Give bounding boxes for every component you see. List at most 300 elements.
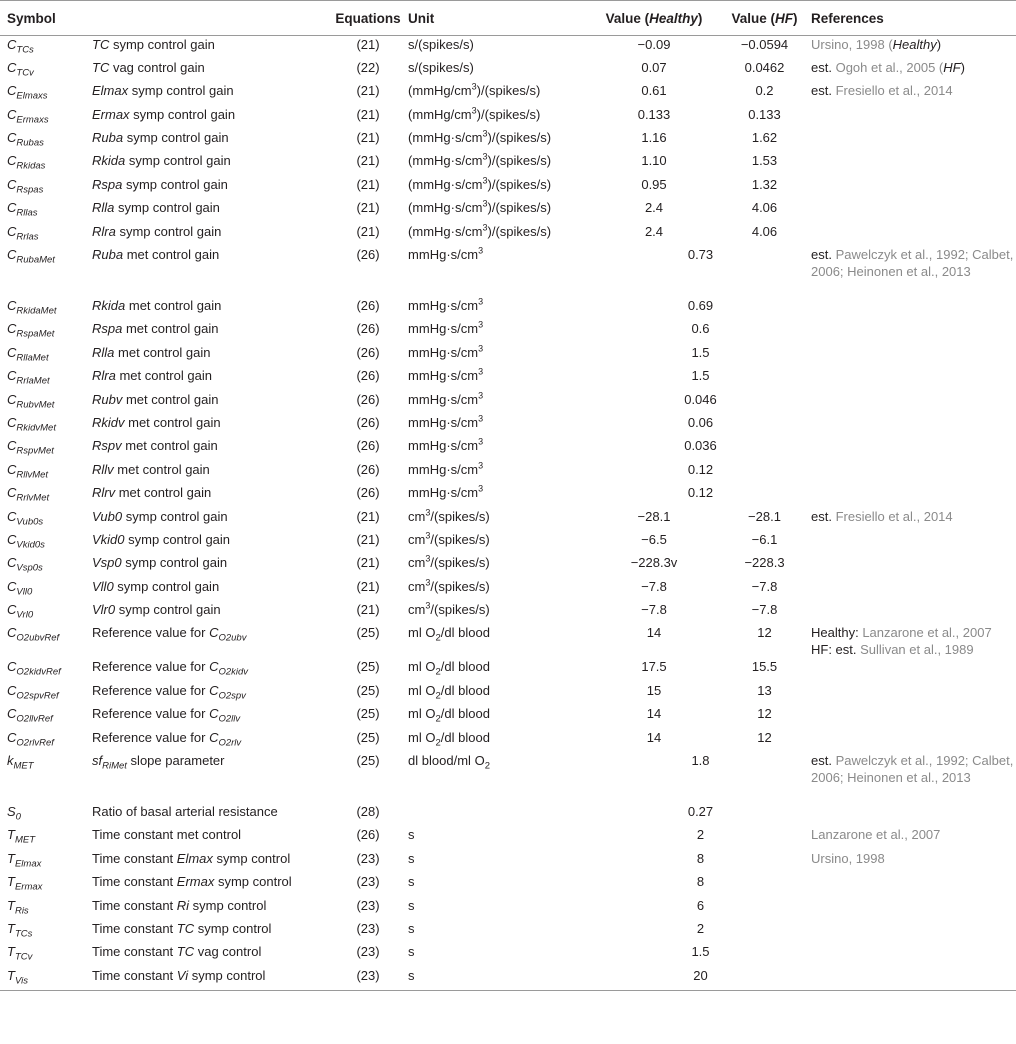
table-row bbox=[0, 106, 1016, 129]
description-cell: Ruba symp control gain bbox=[92, 130, 229, 146]
value-shared-cell: 1.8 bbox=[691, 753, 710, 769]
value-hf-cell: 12 bbox=[757, 729, 772, 745]
unit-cell bbox=[408, 850, 590, 873]
unit-text: ml $O_2/dl$ blood bbox=[408, 729, 490, 749]
reference-cell bbox=[811, 601, 1016, 624]
reference-cell bbox=[811, 967, 1016, 990]
description-cell: Ratio of basal arterial resistance bbox=[92, 804, 278, 820]
table-row bbox=[0, 705, 1016, 728]
unit-cell bbox=[408, 943, 590, 966]
symbol-cell: $C_{RkidvMet}$ bbox=[7, 414, 56, 434]
unit-cell bbox=[408, 578, 590, 601]
description-cell: Rlrv met control gain bbox=[92, 485, 212, 501]
table-row bbox=[0, 223, 1016, 246]
symbol-cell: $T_{Ermax}$ bbox=[7, 874, 43, 893]
table-row bbox=[0, 826, 1016, 849]
table-row bbox=[0, 391, 1016, 414]
unit-text: s bbox=[408, 921, 415, 936]
value-hf-cell: 12 bbox=[757, 625, 772, 641]
value-hf-cell: 0.0462 bbox=[744, 59, 785, 75]
unit-text: s/(spikes/s) bbox=[408, 59, 474, 75]
table-row bbox=[0, 943, 1016, 966]
value-hf-cell: 15.5 bbox=[751, 659, 778, 675]
reference-cell bbox=[811, 873, 1016, 896]
value-hf-cell: 4.06 bbox=[751, 200, 778, 216]
value-shared-cell: 6 bbox=[696, 897, 705, 913]
description-cell: Rlra met control gain bbox=[92, 368, 212, 384]
description-cell: Ermax symp control gain bbox=[92, 106, 236, 122]
symbol-cell: $C_{O2rlvRef}$ bbox=[7, 729, 54, 749]
value-healthy-cell: 17.5 bbox=[641, 659, 667, 675]
symbol-cell: $C_{Vll0}$ bbox=[7, 578, 33, 598]
unit-cell bbox=[408, 624, 590, 658]
unit-text: $mmHg\cdot s/cm^3$ bbox=[408, 483, 484, 501]
header-row bbox=[0, 1, 1016, 36]
table-row bbox=[0, 508, 1016, 531]
equation-cell: (23) bbox=[328, 967, 408, 990]
symbol-cell: $T_{Vis}$ bbox=[0, 967, 92, 990]
unit-cell bbox=[408, 508, 590, 531]
equation-cell: (21) bbox=[356, 130, 380, 146]
symbol-cell: $C_{O2llvRef}$ bbox=[7, 706, 53, 725]
value-healthy-cell: −28.1 bbox=[637, 508, 671, 524]
equation-cell: (25) bbox=[356, 625, 380, 641]
description-cell: Rspa met control gain bbox=[92, 321, 219, 337]
unit-text: $mmHg\cdot s/cm^3$ bbox=[408, 460, 484, 477]
value-hf-cell: −7.8 bbox=[751, 578, 778, 594]
symbol-cell: $T_{TCs}$ bbox=[7, 921, 33, 940]
table-row bbox=[0, 36, 1016, 59]
equation-cell: (26) bbox=[356, 321, 380, 337]
equation-cell: (26) bbox=[356, 247, 380, 263]
reference-cell: est. Pawelczyk et al., 1992; Calbet, 2006; Heinonen et al., 2013 bbox=[811, 753, 1014, 786]
unit-text: s bbox=[408, 874, 415, 890]
description-cell: Rkidv met control gain bbox=[92, 414, 221, 430]
unit-text: ml $O_2/dl$ blood bbox=[408, 706, 490, 725]
description-cell: Time constant TC vag control bbox=[92, 944, 262, 960]
value-hf-cell: −0.0594 bbox=[740, 37, 789, 52]
reference-cell: Healthy: Lanzarone et al., 2007 HF: est. Sullivan et al., 1989 bbox=[811, 625, 992, 658]
reference-cell bbox=[811, 920, 1016, 943]
equation-cell: (28) bbox=[356, 804, 380, 820]
unit-cell bbox=[408, 152, 590, 175]
description-cell: Reference value for $C_{O2kidv}$ bbox=[92, 659, 249, 679]
symbol-cell: $C_{O2kidvRef}$ bbox=[7, 659, 61, 679]
reference-cell bbox=[811, 531, 1016, 554]
symbol-cell: $C_{RllaMet}$ bbox=[7, 344, 49, 364]
symbol-cell: $C_{Elmaxs}$ bbox=[7, 83, 48, 102]
table-row bbox=[0, 752, 1016, 803]
value-shared-cell: 2 bbox=[696, 921, 705, 936]
reference-cell bbox=[811, 199, 1016, 222]
symbol-cell: $C_{O2ubvRef}$ bbox=[7, 625, 60, 645]
description-cell: Rlra symp control gain bbox=[92, 223, 222, 239]
value-shared-cell: 1.5 bbox=[691, 944, 710, 960]
table-row bbox=[0, 414, 1016, 437]
unit-cell bbox=[408, 967, 590, 990]
description-cell: Time constant Ri symp control bbox=[92, 897, 267, 913]
description-cell: Rkida symp control gain bbox=[92, 153, 231, 169]
description-cell: Rspv met control gain bbox=[92, 438, 218, 454]
reference-cell bbox=[811, 943, 1016, 966]
value-healthy-cell: 0.95 bbox=[641, 176, 667, 192]
reference-cell: Ursino, 1998 (Healthy) bbox=[811, 37, 942, 52]
value-hf-cell: 0.133 bbox=[748, 106, 781, 122]
unit-cell bbox=[408, 897, 590, 920]
equation-cell: (21) bbox=[356, 83, 380, 99]
unit-cell bbox=[408, 531, 590, 554]
symbol-cell: $C_{RkidaMet}$ bbox=[7, 298, 57, 317]
value-healthy-cell: −6.5 bbox=[641, 531, 667, 547]
unit-text: $mmHg\cdot s/cm^3$ bbox=[408, 390, 484, 407]
symbol-cell: $C_{Rubas}$ bbox=[7, 130, 44, 149]
value-hf-cell: −228.3 bbox=[744, 555, 785, 571]
description-cell: Time constant Ermax symp control bbox=[92, 874, 292, 890]
value-healthy-cell: 0.07 bbox=[641, 59, 667, 75]
equation-cell: (23) bbox=[356, 944, 380, 960]
header-unit: Unit bbox=[408, 1, 590, 36]
reference-cell bbox=[811, 129, 1016, 152]
value-shared-cell: 0.69 bbox=[687, 298, 714, 314]
equation-cell: (21) bbox=[356, 37, 380, 52]
symbol-cell: $T_{TCv}$ bbox=[7, 944, 33, 963]
table-row bbox=[0, 129, 1016, 152]
value-healthy-cell: 14 bbox=[646, 706, 662, 722]
equation-cell: (26) bbox=[356, 827, 380, 843]
description-cell: Vll0 symp control gain bbox=[92, 578, 220, 594]
equation-cell: (23) bbox=[356, 897, 380, 913]
equation-cell: (21) bbox=[356, 531, 380, 547]
symbol-cell: $C_{Rllas}$ bbox=[7, 200, 38, 219]
unit-cell bbox=[408, 176, 590, 199]
description-cell: Vsp0 symp control gain bbox=[92, 555, 228, 571]
table-row bbox=[0, 367, 1016, 390]
header-symbol: Symbol bbox=[0, 1, 92, 36]
unit-cell bbox=[408, 59, 590, 82]
value-hf-cell: 0.2 bbox=[755, 83, 774, 99]
equation-cell: (25) bbox=[356, 753, 380, 769]
symbol-cell: $C_{RspaMet}$ bbox=[7, 321, 55, 340]
header-references: References bbox=[811, 1, 1016, 36]
equation-cell: (26) bbox=[356, 391, 380, 407]
description-cell: Reference value for $C_{O2spv}$ bbox=[92, 682, 246, 702]
unit-cell bbox=[408, 461, 590, 484]
value-healthy-cell: 2.4 bbox=[644, 200, 664, 216]
symbol-cell: $T_{MET}$ bbox=[7, 827, 36, 847]
unit-cell bbox=[408, 484, 590, 507]
table-row bbox=[0, 897, 1016, 920]
value-shared-cell: 1.5 bbox=[691, 368, 710, 384]
description-cell: Rllv met control gain bbox=[92, 461, 210, 477]
value-shared-cell: 0.06 bbox=[687, 414, 714, 430]
description-cell: Time constant Elmax symp control bbox=[92, 850, 291, 866]
table-row bbox=[0, 920, 1016, 943]
symbol-cell: $C_{O2spvRef}$ bbox=[7, 682, 59, 702]
table-row bbox=[0, 176, 1016, 199]
unit-text: $(mmHg\cdot s/cm^3)/(spikes/s)$ bbox=[408, 198, 552, 216]
table-row bbox=[0, 873, 1016, 896]
unit-cell bbox=[408, 367, 590, 390]
unit-text: $cm^3/(spikes/s)$ bbox=[408, 577, 490, 594]
reference-cell bbox=[811, 152, 1016, 175]
header-description bbox=[92, 1, 328, 36]
value-hf-cell: 13 bbox=[757, 682, 772, 698]
value-healthy-cell: 0.133 bbox=[637, 106, 671, 122]
equation-cell: (23) bbox=[356, 850, 380, 866]
value-hf-cell: 12 bbox=[757, 706, 772, 722]
description-cell: Rubv met control gain bbox=[92, 391, 219, 407]
unit-cell bbox=[408, 129, 590, 152]
reference-cell bbox=[811, 297, 1016, 320]
reference-cell bbox=[811, 729, 1016, 752]
table-row bbox=[0, 59, 1016, 82]
reference-cell bbox=[811, 578, 1016, 601]
value-healthy-cell: 14 bbox=[646, 625, 662, 641]
unit-cell bbox=[408, 729, 590, 752]
description-cell: Time constant Vi symp control bbox=[92, 967, 328, 990]
value-shared-cell: 0.12 bbox=[687, 461, 714, 477]
unit-cell bbox=[408, 803, 590, 826]
unit-text: s bbox=[408, 897, 415, 913]
unit-text: $mmHg\cdot s/cm^3$ bbox=[408, 413, 484, 430]
table-row bbox=[0, 578, 1016, 601]
reference-cell bbox=[811, 484, 1016, 507]
description-cell: Time constant TC symp control bbox=[92, 921, 272, 936]
description-cell: Vub0 symp control gain bbox=[92, 508, 228, 524]
unit-text: s bbox=[408, 850, 415, 866]
equation-cell: (21) bbox=[356, 223, 380, 239]
equation-cell: (25) bbox=[356, 659, 380, 675]
unit-text: s bbox=[408, 827, 415, 843]
description-cell: Rkida met control gain bbox=[92, 298, 222, 314]
value-shared-cell: 8 bbox=[696, 850, 705, 866]
value-hf-cell: −6.1 bbox=[751, 531, 778, 547]
equation-cell: (21) bbox=[356, 153, 380, 169]
table-row bbox=[0, 554, 1016, 577]
value-shared-cell: 8 bbox=[696, 874, 705, 890]
header-value-hf: Value (HF) bbox=[718, 1, 811, 36]
value-healthy-cell: −0.09 bbox=[637, 37, 671, 52]
unit-cell bbox=[408, 36, 590, 59]
equation-cell: (21) bbox=[356, 200, 380, 216]
unit-text: $mmHg\cdot s/cm^3$ bbox=[408, 245, 484, 263]
description-cell: TC symp control gain bbox=[92, 37, 215, 52]
equation-cell: (21) bbox=[356, 555, 380, 571]
unit-text: $(mmHg\cdot s/cm^3)/(spikes/s)$ bbox=[408, 175, 552, 192]
value-hf-cell: −7.8 bbox=[751, 602, 778, 618]
reference-cell bbox=[811, 682, 1016, 705]
table-row bbox=[0, 344, 1016, 367]
unit-text: $mmHg\cdot s/cm^3$ bbox=[408, 343, 484, 360]
unit-cell bbox=[408, 344, 590, 367]
value-healthy-cell: 1.16 bbox=[641, 130, 667, 146]
equation-cell: (26) bbox=[356, 414, 380, 430]
equation-cell: (25) bbox=[356, 706, 380, 722]
unit-text: $cm^3/(spikes/s)$ bbox=[408, 600, 490, 618]
unit-text: s bbox=[408, 944, 415, 960]
symbol-cell: $C_{RllvMet}$ bbox=[7, 461, 49, 481]
reference-cell bbox=[811, 320, 1016, 343]
equation-cell: (25) bbox=[356, 682, 380, 698]
symbol-cell: $C_{RubaMet}$ bbox=[7, 247, 55, 266]
unit-cell bbox=[408, 658, 590, 681]
value-hf-cell: −28.1 bbox=[748, 508, 781, 524]
table-row bbox=[0, 461, 1016, 484]
unit-text: s/(spikes/s) bbox=[408, 37, 474, 52]
symbol-cell: $C_{Vub0s}$ bbox=[7, 508, 44, 528]
unit-text: $mmHg\cdot s/cm^3$ bbox=[408, 296, 484, 314]
reference-cell bbox=[811, 367, 1016, 390]
unit-cell bbox=[408, 106, 590, 129]
reference-cell bbox=[811, 897, 1016, 920]
table-row bbox=[0, 803, 1016, 826]
reference-cell: est. Fresiello et al., 2014 bbox=[811, 83, 953, 99]
table-row bbox=[0, 624, 1016, 658]
equation-cell: (21) bbox=[356, 602, 380, 618]
equation-cell: (26) bbox=[356, 368, 380, 384]
table-row bbox=[0, 531, 1016, 554]
value-healthy-cell: −7.8 bbox=[641, 578, 667, 594]
unit-cell bbox=[408, 391, 590, 414]
symbol-cell: $k_{MET}$ bbox=[7, 753, 34, 772]
value-healthy-cell: 2.4 bbox=[644, 223, 664, 239]
header-value-healthy: Value (Healthy) bbox=[590, 1, 718, 36]
unit-text: ml $O_2/dl$ blood bbox=[408, 659, 490, 679]
table-header bbox=[0, 1, 1016, 36]
reference-cell bbox=[811, 414, 1016, 437]
description-cell: Rlla met control gain bbox=[92, 344, 211, 360]
equation-cell: (22) bbox=[356, 59, 380, 75]
unit-cell bbox=[408, 82, 590, 105]
reference-cell bbox=[811, 803, 1016, 826]
description-cell: Ruba met control gain bbox=[92, 247, 220, 263]
description-cell: Reference value for $C_{O2ubv}$ bbox=[92, 625, 247, 645]
symbol-cell: $C_{Vkid0s}$ bbox=[7, 531, 45, 551]
equation-cell: (23) bbox=[356, 921, 380, 936]
unit-text: $(mmHg\cdot s/cm^3)/(spikes/s)$ bbox=[408, 152, 552, 169]
unit-cell bbox=[408, 752, 590, 803]
table-row bbox=[0, 152, 1016, 175]
reference-cell bbox=[811, 437, 1016, 460]
reference-cell bbox=[811, 461, 1016, 484]
unit-cell bbox=[408, 826, 590, 849]
symbol-cell: $C_{TCs}$ bbox=[7, 37, 34, 56]
value-shared-cell: 0.6 bbox=[691, 321, 710, 337]
symbol-cell: $S_0$ bbox=[7, 804, 21, 823]
unit-cell bbox=[408, 437, 590, 460]
value-shared-cell: 20 bbox=[590, 967, 811, 990]
equation-cell: (23) bbox=[356, 874, 380, 890]
reference-cell: Lanzarone et al., 2007 bbox=[811, 827, 941, 843]
reference-cell: est. Fresiello et al., 2014 bbox=[811, 508, 953, 524]
table-row bbox=[0, 729, 1016, 752]
value-hf-cell: 1.53 bbox=[751, 153, 778, 169]
symbol-cell: $C_{Rspas}$ bbox=[7, 176, 44, 196]
value-hf-cell: 1.62 bbox=[751, 130, 778, 146]
equation-cell: (25) bbox=[356, 729, 380, 745]
table-row bbox=[0, 320, 1016, 343]
unit-text: ml $O_2/dl$ blood bbox=[408, 682, 490, 702]
unit-text: $mmHg\cdot s/cm^3$ bbox=[408, 320, 484, 337]
table-row bbox=[0, 297, 1016, 320]
description-cell: Rlla symp control gain bbox=[92, 200, 220, 216]
value-shared-cell: 1.5 bbox=[691, 344, 710, 360]
table-row bbox=[0, 682, 1016, 705]
description-cell: Vlr0 symp control gain bbox=[92, 602, 221, 618]
symbol-cell: $C_{Rrlas}$ bbox=[7, 223, 39, 243]
unit-cell bbox=[408, 246, 590, 297]
unit-cell bbox=[408, 873, 590, 896]
symbol-cell: $C_{Vsp0s}$ bbox=[7, 555, 43, 574]
header-equations: Equations bbox=[328, 1, 408, 36]
table-row bbox=[0, 484, 1016, 507]
unit-cell bbox=[408, 199, 590, 222]
unit-cell bbox=[408, 320, 590, 343]
description-cell: TC vag control gain bbox=[92, 59, 205, 75]
value-hf-cell: 1.32 bbox=[751, 176, 778, 192]
unit-cell bbox=[408, 920, 590, 943]
symbol-cell: $C_{RrlaMet}$ bbox=[7, 368, 50, 387]
table-row bbox=[0, 82, 1016, 105]
description-cell: Reference value for $C_{O2llv}$ bbox=[92, 706, 241, 725]
table-body bbox=[0, 36, 1016, 991]
reference-cell: Ursino, 1998 bbox=[811, 850, 885, 866]
value-healthy-cell: −7.8 bbox=[641, 602, 667, 618]
description-cell: $sf_{RiMet}$ slope parameter bbox=[92, 753, 225, 772]
unit-text: s bbox=[408, 967, 415, 983]
equation-cell: (26) bbox=[356, 438, 380, 454]
value-hf-cell: 4.06 bbox=[751, 223, 778, 239]
symbol-cell: $C_{Ermaxs}$ bbox=[7, 106, 49, 126]
symbol-cell: $C_{RspvMet}$ bbox=[7, 438, 54, 457]
table-row bbox=[0, 601, 1016, 624]
table-row bbox=[0, 658, 1016, 681]
description-cell: Reference value for $C_{O2rlv}$ bbox=[92, 729, 242, 749]
unit-text: ml $O_2/dl$ blood bbox=[408, 625, 490, 645]
unit-text: $(mmHg/cm^3)/(spikes/s)$ bbox=[408, 105, 541, 122]
reference-cell: est. Ogoh et al., 2005 (HF) bbox=[811, 59, 965, 75]
unit-cell bbox=[408, 297, 590, 320]
unit-text: $(mmHg\cdot s/cm^3)/(spikes/s)$ bbox=[408, 128, 552, 146]
value-healthy-cell: −228.3v bbox=[630, 555, 678, 571]
unit-text: $cm^3/(spikes/s)$ bbox=[408, 553, 490, 571]
unit-cell bbox=[408, 554, 590, 577]
reference-cell bbox=[811, 176, 1016, 199]
symbol-cell: $C_{RubvMet}$ bbox=[7, 391, 55, 411]
unit-cell bbox=[408, 682, 590, 705]
value-healthy-cell: 14 bbox=[646, 729, 662, 745]
unit-cell bbox=[408, 705, 590, 728]
description-cell: Rspa symp control gain bbox=[92, 176, 228, 192]
symbol-cell: $T_{Elmax}$ bbox=[7, 850, 42, 870]
unit-text: $mmHg\cdot s/cm^3$ bbox=[408, 437, 484, 454]
reference-cell bbox=[811, 705, 1016, 728]
equation-cell: (21) bbox=[356, 106, 380, 122]
unit-cell bbox=[408, 414, 590, 437]
value-shared-cell: 0.12 bbox=[687, 485, 714, 501]
unit-cell bbox=[408, 601, 590, 624]
equation-cell: (21) bbox=[356, 508, 380, 524]
value-shared-cell: 0.036 bbox=[684, 438, 717, 454]
unit-text: $mmHg\cdot s/cm^3$ bbox=[408, 366, 484, 384]
reference-cell bbox=[811, 391, 1016, 414]
symbol-cell: $C_{TCv}$ bbox=[7, 59, 34, 79]
reference-cell bbox=[811, 554, 1016, 577]
equation-cell: (26) bbox=[356, 461, 380, 477]
table-row bbox=[0, 850, 1016, 873]
table-row bbox=[0, 199, 1016, 222]
description-cell: Time constant met control bbox=[92, 827, 242, 843]
